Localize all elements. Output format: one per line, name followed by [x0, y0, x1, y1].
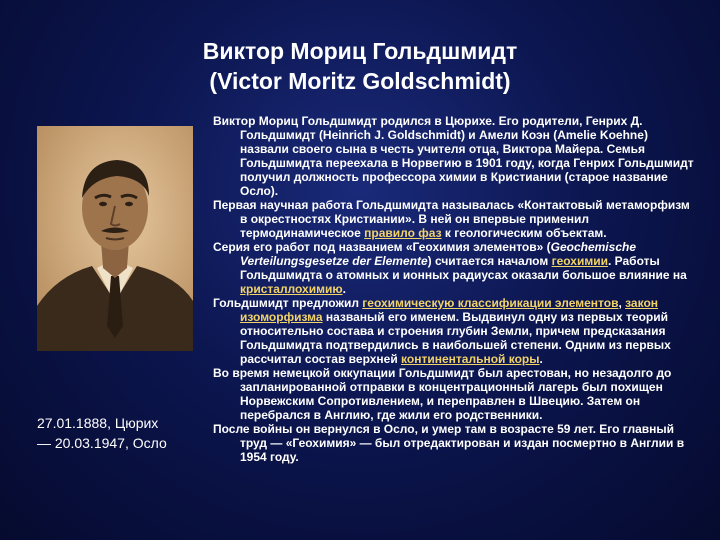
term-link[interactable]: континентальной коры [401, 352, 540, 366]
term-link[interactable]: геохимии [551, 254, 608, 268]
title-russian: Виктор Мориц Гольдшмидт [202, 38, 518, 64]
bio-paragraph [213, 422, 700, 464]
bio-paragraph [213, 114, 700, 198]
biography-text [213, 114, 700, 464]
bio-text: После войны он вернулся в Осло, и умер там в возрасте 59 лет. Его главный труд — «Геохимия» — был отредактирован и издан посмертно в Англии в 1954 году. [213, 422, 685, 464]
slide-title [0, 36, 720, 96]
bio-paragraph [213, 240, 700, 296]
bio-text: . [539, 352, 543, 366]
bio-text: Гольдшмидт предложил [213, 296, 363, 310]
bio-paragraph [213, 198, 700, 240]
bio-text: Серия его работ под названием «Геохимия элементов» ( [213, 240, 551, 254]
bio-text: ) считается началом [427, 254, 552, 268]
term-link[interactable]: закон [625, 296, 659, 310]
birth-date: 27.01.1888, Цюрих [37, 415, 159, 431]
life-dates [37, 413, 202, 453]
portrait-photo [37, 126, 193, 351]
term-link[interactable]: кристаллохимию [240, 282, 343, 296]
bio-text: . Работы Гольдшмидта о атомных и ионных радиусах оказали большое влияние на [240, 254, 687, 282]
title-latin: (Victor Moritz Goldschmidt) [209, 68, 511, 94]
italic-title: Geochemische Verteilungsgesetze der Elemente [240, 240, 636, 268]
bio-paragraph [213, 296, 700, 366]
death-date: — 20.03.1947, Осло [37, 435, 167, 451]
bio-text: названый его именем. Выдвинул одну из первых теорий относительно состава и строения глубин Земли, причем предсказания Гольдшмидта подтвердились в наибольшей степени. Одним из первых рассчитал состав верхней [240, 310, 671, 366]
bio-paragraph [213, 366, 700, 422]
bio-text: , [618, 296, 626, 310]
term-link[interactable]: геохимическую классификации элементов [362, 296, 619, 310]
term-link[interactable]: правило фаз [364, 226, 442, 240]
bio-text: Виктор Мориц Гольдшмидт родился в Цюрихе. Его родители, Генрих Д. Гольдшмидт (Heinrich J. Goldschmidt) и Амели Коэн (Amelie Koehne) назвали своего сына в честь учителя отца, Виктора Майера. Семья Гольдшмидта переехала в Норвегию в 1901 году, когда Генрих Гольдшмидт получил должность профессора химии в Кристиании (старое название Осло). [213, 114, 694, 198]
bio-text: . [342, 282, 346, 296]
term-link[interactable]: изоморфизма [240, 310, 323, 324]
bio-text: Первая научная работа Гольдшмидта называлась «Контактовый метаморфизм в окрестностях Кристиании». В ней он впервые применил термодинамическое [213, 198, 690, 240]
bio-text: Во время немецкой оккупации Гольдшмидт был арестован, но незадолго до запланированной отправки в концентрационный лагерь был похищен Норвежским Сопротивлением, и переправлен в Швецию. Затем он перебрался в Англию, где жили его родственники. [213, 366, 672, 422]
bio-text: к геологическим объектам. [441, 226, 607, 240]
